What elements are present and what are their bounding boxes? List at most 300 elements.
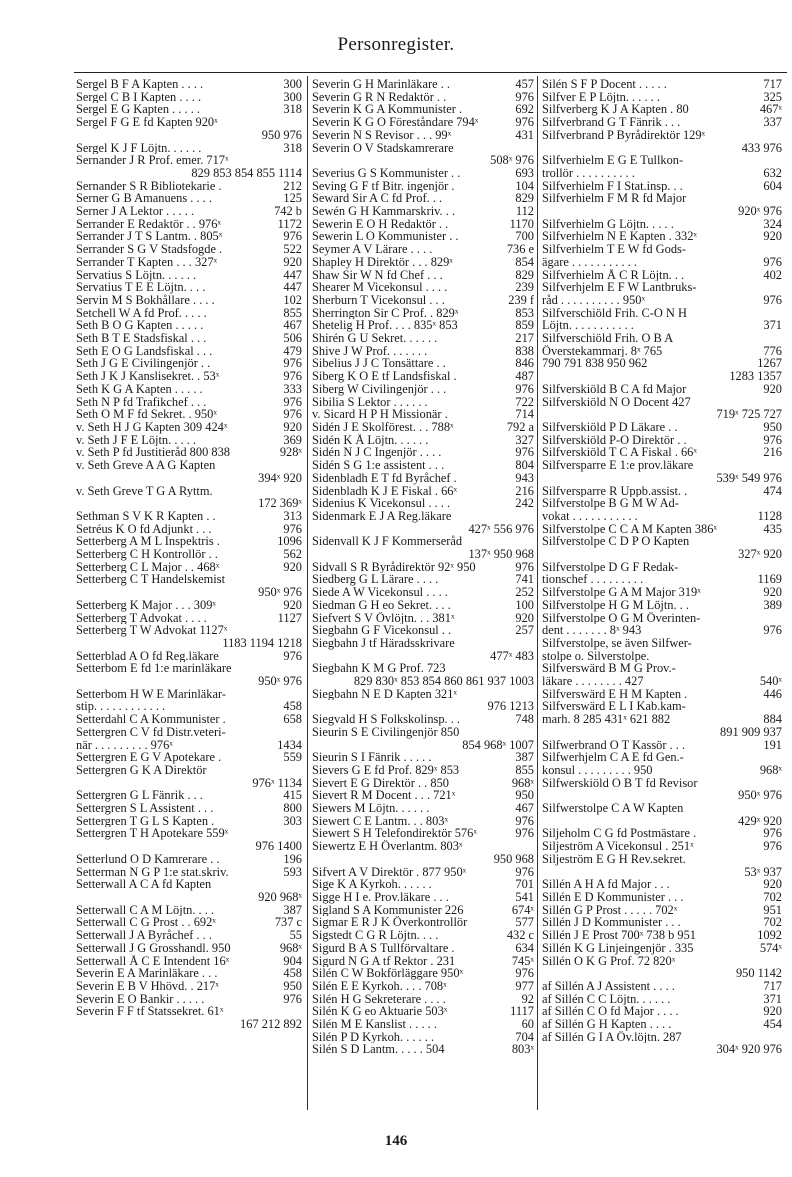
entry-continuation: 327ˣ 920 xyxy=(738,547,782,562)
entry-pages: 976 xyxy=(283,356,302,371)
entry-pages: 415 xyxy=(283,788,302,803)
register-entry xyxy=(76,764,302,777)
entry-text: Siberg K O E tf Landsfiskal . xyxy=(312,370,457,383)
entry-pages: 1172 xyxy=(277,216,302,231)
entry-pages: 976 xyxy=(283,991,302,1006)
entry-pages: 976 xyxy=(515,826,534,841)
entry-pages: 458 xyxy=(283,966,302,981)
entry-pages: 216 xyxy=(515,483,534,498)
register-entry xyxy=(76,916,302,929)
entry-text: Sherburn T Vicekonsul . . . xyxy=(312,293,445,307)
entry-text: Siegbahn G F Vicekonsul . . xyxy=(312,624,452,637)
entry-text: Settergren C V fd Distr.veteri- xyxy=(76,725,226,739)
entry-pages: 976 xyxy=(515,445,534,460)
entry-text: Silfversparre E 1:e prov.läkare xyxy=(542,459,694,472)
entry-text: Silén H G Sekreterare . . . . xyxy=(312,992,446,1006)
entry-continuation: 137ˣ 950 968 xyxy=(468,547,534,562)
register-entry xyxy=(542,294,782,307)
entry-continuation: 950 968 xyxy=(493,851,534,866)
entry-text: Sigurd B A S Tullförvaltare . xyxy=(312,941,455,955)
entry-pages: 976 xyxy=(283,369,302,384)
register-entry xyxy=(312,1005,534,1018)
entry-text: Silén C W Bokförläggare 950ˣ xyxy=(312,967,464,980)
entry-pages: 717 xyxy=(763,978,782,993)
entry-pages: 976 xyxy=(515,559,534,574)
entry-pages: 447 xyxy=(283,267,302,282)
register-entry xyxy=(312,396,534,409)
entry-text: Silfverbrand G T Fänrik . . . xyxy=(542,116,681,129)
entry-pages: 976 xyxy=(515,864,534,879)
entry-continuation: 950ˣ 976 xyxy=(258,585,302,600)
entry-continuation: 950ˣ 976 xyxy=(258,674,302,689)
entry-text: Silfverstolpe C C A M Kapten 386ˣ xyxy=(542,522,717,536)
entry-pages: 701 xyxy=(515,877,534,892)
entry-text: Setterberg A M L Inspektris . xyxy=(76,535,220,549)
entry-pages: 853 xyxy=(515,305,534,320)
entry-text: Setterbom H W E Marinläkar- xyxy=(76,687,227,701)
entry-pages: 389 xyxy=(763,597,782,612)
entry-text: Silfverskiöld N O Docent 427 xyxy=(542,395,691,409)
entry-text: Silfverstolpe H G M Löjtn. . . xyxy=(542,598,689,612)
entry-continuation: 429ˣ 920 xyxy=(738,813,782,828)
entry-pages: 976 xyxy=(515,966,534,981)
register-entry xyxy=(76,751,302,764)
entry-pages: 976 xyxy=(515,813,534,828)
entry-text: Setterberg C H Kontrollör . . xyxy=(76,548,218,561)
entry-text: Sidenvall K J F Kommerseråd xyxy=(312,535,463,549)
register-entry xyxy=(312,713,534,726)
entry-pages: 976 xyxy=(515,115,534,130)
register-entry xyxy=(76,116,302,129)
entry-text: v. Seth Greve T G A Ryttm. xyxy=(76,484,213,498)
register-entry xyxy=(542,650,782,663)
register-entry xyxy=(542,599,782,612)
entry-text: Shirén G U Sekret. . . . . . xyxy=(312,332,438,345)
entry-pages: 968ˣ xyxy=(279,940,302,955)
register-entry xyxy=(76,612,302,625)
entry-text: Setterwall Å C E Intendent 16ˣ xyxy=(76,954,230,968)
entry-pages: 371 xyxy=(763,318,782,333)
entry-pages: 700 xyxy=(515,229,534,244)
entry-text: Setterwall C A M Löjtn. . . . xyxy=(76,903,215,917)
entry-pages: 446 xyxy=(763,686,782,701)
entry-text: Sewén G H Kammarskriv. . . xyxy=(312,205,456,218)
register-entry xyxy=(312,319,534,332)
entry-text: Silfverhjelm E F W Lantbruks- xyxy=(542,281,697,294)
entry-pages: 1117 xyxy=(510,1004,534,1019)
entry-text: Silfverswärd B M G Prov.- xyxy=(542,662,676,676)
entry-text: Silfversparre R Uppb.assist. . xyxy=(542,484,688,498)
register-entry xyxy=(312,573,534,586)
register-entry xyxy=(542,688,782,701)
register-entry xyxy=(312,129,534,142)
entry-pages: 92 xyxy=(521,991,534,1006)
entry-text: Setterman N G P 1:e stat.skriv. xyxy=(76,865,229,879)
register-entry xyxy=(312,1031,534,1044)
entry-text: v. Seth H J G Kapten 309 424ˣ xyxy=(76,420,228,434)
register-entry xyxy=(542,446,782,459)
register-entry xyxy=(542,878,782,891)
register-entry xyxy=(542,218,782,231)
entry-pages: 387 xyxy=(283,902,302,917)
entry-text: Seth B O G Kapten . . . . . xyxy=(76,319,204,333)
entry-text: marh. 8 285 431ˣ 621 882 xyxy=(542,713,671,726)
register-entry xyxy=(542,154,782,167)
entry-text: Silfverstolpe D G F Redak- xyxy=(542,560,679,574)
register-entry xyxy=(312,472,534,485)
entry-pages: 920 xyxy=(515,610,534,625)
entry-text: Silfverskiöld P D Läkare . . xyxy=(542,420,678,434)
entry-text: Silfverhielm E G E Tullkon- xyxy=(542,154,684,167)
register-entry xyxy=(312,332,534,345)
entry-text: Settergren G K A Direktör xyxy=(76,763,207,777)
register-entry xyxy=(542,637,782,650)
register-entry xyxy=(542,980,782,993)
entry-pages: 742 b xyxy=(274,204,302,219)
register-entry xyxy=(542,421,782,434)
entry-text: Sillén G P Prost . . . . . 702ˣ xyxy=(542,903,678,917)
register-entry xyxy=(542,993,782,1006)
entry-text: Seving G F tf Bitr. ingenjör . xyxy=(312,179,455,193)
entry-pages: 522 xyxy=(283,242,302,257)
entry-text: Seth J G E Civilingenjör . . xyxy=(76,357,211,371)
entry-text: Sherrington Sir C Prof. . 829ˣ xyxy=(312,306,459,320)
entry-text: Silfverhielm N E Kapten . 332ˣ xyxy=(542,230,697,244)
register-entry xyxy=(76,548,302,561)
register-column-3 xyxy=(542,78,782,1098)
entry-pages: 318 xyxy=(283,102,302,117)
entry-pages: 976 xyxy=(763,623,782,638)
entry-pages: 741 xyxy=(515,572,534,587)
entry-pages: 333 xyxy=(283,381,302,396)
entry-pages: 776 xyxy=(763,343,782,358)
entry-text: läkare . . . . . . . . 427 xyxy=(542,675,644,688)
entry-pages: 829 xyxy=(515,267,534,282)
register-entry xyxy=(76,955,302,968)
register-entry xyxy=(542,485,782,498)
register-entry xyxy=(76,599,302,612)
entry-continuation: 1183 1194 1218 xyxy=(222,635,302,650)
register-entry xyxy=(312,955,534,968)
register-entry xyxy=(542,802,782,815)
register-entry xyxy=(312,180,534,193)
register-entry xyxy=(542,586,782,599)
entry-text: Siewert S H Telefondirektör 576ˣ xyxy=(312,827,477,841)
register-entry xyxy=(76,243,302,256)
entry-pages: 474 xyxy=(763,483,782,498)
entry-text: konsul . . . . . . . . . 950 xyxy=(542,763,653,777)
register-entry xyxy=(312,294,534,307)
entry-text: Sieurin S E Civilingenjör 850 xyxy=(312,725,460,739)
entry-text: Silfwerstolpe C A W Kapten xyxy=(542,802,684,815)
register-entry xyxy=(542,573,782,586)
entry-text: Settergren E G V Apotekare . xyxy=(76,751,222,764)
register-entry xyxy=(542,904,782,917)
entry-continuation: 1283 1357 xyxy=(729,369,782,384)
register-entry xyxy=(76,269,302,282)
register-entry xyxy=(312,345,534,358)
entry-text: vokat . . . . . . . . . . . xyxy=(542,509,638,523)
entry-text: Sillén J D Kommunister . . . xyxy=(542,916,681,930)
entry-text: Seth E O G Landsfiskal . . . xyxy=(76,344,213,358)
register-entry xyxy=(312,586,534,599)
entry-pages: 447 xyxy=(283,280,302,295)
entry-pages: 324 xyxy=(763,216,782,231)
register-entry xyxy=(312,916,534,929)
entry-text: Sidén J E Skolförest. . . 788ˣ xyxy=(312,420,454,434)
entry-text: Sergel E G Kapten . . . . . xyxy=(76,103,200,117)
entry-text: Siljeström A Vicekonsul . 251ˣ xyxy=(542,840,694,853)
entry-text: Silfverbrand P Byrådirektör 129ˣ xyxy=(542,128,706,142)
entry-text: Siljeholm C G fd Postmästare . xyxy=(542,827,697,841)
register-entry xyxy=(312,230,534,243)
entry-text: Serrander E Redaktör . . 976ˣ xyxy=(76,217,221,231)
entry-pages: 1128 xyxy=(757,508,782,523)
entry-pages: 976 xyxy=(283,648,302,663)
register-entry xyxy=(542,243,782,256)
register-entry xyxy=(312,624,534,637)
entry-pages: 950 xyxy=(283,978,302,993)
register-entry xyxy=(542,256,782,269)
entry-text: Setterwall J A Byråchef . . . xyxy=(76,929,212,942)
entry-text: af Sillén G I A Öv.löjtn. 287 xyxy=(542,1030,682,1044)
entry-continuation: 891 909 937 xyxy=(720,724,782,739)
register-entry xyxy=(542,497,782,510)
register-entry xyxy=(312,980,534,993)
entry-text: Sergel K J F Löjtn. . . . . . xyxy=(76,141,202,155)
register-entry xyxy=(76,307,302,320)
entry-pages: 432 c xyxy=(506,928,534,943)
entry-pages: 318 xyxy=(283,140,302,155)
register-entry xyxy=(542,167,782,180)
register-entry xyxy=(312,840,534,853)
register-entry xyxy=(312,485,534,498)
entry-text: Silfverhielm Å C R Löjtn. . . xyxy=(542,268,685,282)
entry-text: Sifvert A V Direktör . 877 950ˣ xyxy=(312,865,467,879)
entry-text: Sewerin L O Kommunister . . xyxy=(312,230,459,244)
entry-pages: 976 xyxy=(515,381,534,396)
entry-pages: 976 xyxy=(283,394,302,409)
register-entry xyxy=(76,218,302,231)
entry-text: Sillén J E Prost 700ˣ 738 b 951 xyxy=(542,929,696,942)
entry-pages: 634 xyxy=(515,940,534,955)
entry-pages: 196 xyxy=(283,851,302,866)
entry-text: Servatius S Löjtn. . . . . . xyxy=(76,268,197,282)
entry-pages: 846 xyxy=(515,356,534,371)
register-entry xyxy=(312,205,534,218)
entry-pages: 457 xyxy=(515,78,534,91)
entry-pages: 928ˣ xyxy=(279,445,302,460)
entry-text: Sievert E G Direktör . . 850 xyxy=(312,776,449,790)
entry-pages: 722 xyxy=(515,394,534,409)
register-entry xyxy=(312,446,534,459)
register-entry xyxy=(76,726,302,739)
entry-text: Severin E B V Hhövd. . 217ˣ xyxy=(76,979,219,993)
entry-text: Severin O V Stadskamrerare xyxy=(312,141,454,155)
entry-text: Sidvall S R Byrådirektör 92ˣ 950 xyxy=(312,560,476,574)
register-entry xyxy=(312,891,534,904)
entry-pages: 976 xyxy=(763,254,782,269)
entry-pages: 216 xyxy=(763,445,782,460)
register-entry xyxy=(76,383,302,396)
entry-pages: 300 xyxy=(283,78,302,91)
register-entry xyxy=(542,840,782,853)
entry-text: Sidenbladh K J E Fiskal . 66ˣ xyxy=(312,484,458,498)
entry-pages: 674ˣ xyxy=(511,902,534,917)
entry-pages: 920 xyxy=(283,597,302,612)
entry-text: 790 791 838 950 962 xyxy=(542,357,648,371)
entry-pages: 855 xyxy=(515,762,534,777)
page-number: 146 xyxy=(384,1133,408,1149)
column-divider-2 xyxy=(537,76,538,1110)
entry-continuation: 829 830ˣ 853 854 860 861 937 1003 xyxy=(353,674,534,689)
entry-text: Siewert C E Lantm. . . 803ˣ xyxy=(312,814,449,828)
entry-text: Setterlund O D Kamrerare . . xyxy=(76,852,220,866)
entry-continuation: 167 212 892 xyxy=(240,1017,302,1032)
register-entry xyxy=(542,916,782,929)
register-entry xyxy=(542,624,782,637)
register-entry xyxy=(312,751,534,764)
entry-text: Silfverschiöld Frih. C-O N H xyxy=(542,306,687,320)
entry-pages: 325 xyxy=(763,89,782,104)
entry-pages: 704 xyxy=(515,1029,534,1044)
register-entry xyxy=(312,764,534,777)
entry-pages: 125 xyxy=(283,191,302,206)
entry-pages: 327 xyxy=(515,432,534,447)
entry-pages: 541 xyxy=(515,890,534,904)
entry-pages: 1169 xyxy=(757,572,782,587)
entry-pages: 736 e xyxy=(506,242,534,257)
entry-pages: 920 xyxy=(283,559,302,574)
entry-pages: 838 xyxy=(515,343,534,358)
register-entry xyxy=(312,967,534,980)
entry-text: Setréus K O fd Adjunkt . . . xyxy=(76,522,212,536)
entry-text: af Sillén C O fd Major . . . . xyxy=(542,1005,679,1019)
entry-continuation: 477ˣ 483 xyxy=(490,648,534,663)
register-entry xyxy=(312,383,534,396)
register-entry xyxy=(542,523,782,536)
entry-text: Severin K G A Kommunister . xyxy=(312,103,463,117)
entry-text: Sidenius K Vicekonsul . . . . xyxy=(312,497,451,510)
register-entry xyxy=(312,103,534,116)
entry-pages: 300 xyxy=(283,89,302,104)
entry-text: Silén M E Kanslist . . . . . xyxy=(312,1018,437,1031)
register-entry xyxy=(76,929,302,942)
register-entry xyxy=(312,866,534,879)
entry-text: Sibilia S Lektor . . . . . . xyxy=(312,395,428,409)
entry-text: Setterberg C L Major . . 468ˣ xyxy=(76,560,220,574)
entry-pages: 976 xyxy=(763,826,782,841)
entry-text: v. Seth Greve A A G Kapten xyxy=(76,459,216,472)
entry-text: Siewers M Löjtn. . . . . . xyxy=(312,802,430,815)
entry-pages: 692 xyxy=(515,102,534,117)
entry-text: Setterblad A O fd Reg.läkare xyxy=(76,649,219,663)
entry-text: Sigstedt C G R Löjtn. . . . xyxy=(312,929,439,942)
entry-pages: 212 xyxy=(283,178,302,193)
entry-text: Silfverskiöld B C A fd Major xyxy=(542,382,687,396)
entry-continuation: 172 369ˣ xyxy=(258,496,302,511)
entry-text: Setterberg T W Advokat 1127ˣ xyxy=(76,624,228,637)
entry-text: v. Seth P fd Justitieråd 800 838 xyxy=(76,446,230,460)
entry-text: Servatius T E E Löjtn. . . . xyxy=(76,281,206,294)
entry-pages: 855 xyxy=(283,305,302,320)
entry-text: Sigmar E R J K Överkontrollör xyxy=(312,916,468,930)
register-entry xyxy=(542,383,782,396)
entry-text: Sernander J R Prof. emer. 717ˣ xyxy=(76,154,229,167)
entry-pages: 920 xyxy=(763,381,782,396)
register-entry xyxy=(312,789,534,802)
register-entry xyxy=(76,332,302,345)
entry-text: Silfverhielm T E W fd Gods- xyxy=(542,243,686,256)
register-entry xyxy=(542,91,782,104)
entry-text: Siegbahn N E D Kapten 321ˣ xyxy=(312,687,458,701)
entry-text: Silfverstolpe, se även Silfwer- xyxy=(542,636,692,650)
entry-pages: 702 xyxy=(763,915,782,930)
register-entry xyxy=(312,256,534,269)
entry-pages: 859 xyxy=(515,318,534,333)
entry-text: stolpe o. Silverstolpe. xyxy=(542,649,650,663)
register-entry xyxy=(312,561,534,574)
entry-text: af Sillén C C Löjtn. . . . . . xyxy=(542,992,671,1006)
entry-text: Sigurd N G A tf Rektor . 231 xyxy=(312,954,456,968)
entry-pages: 337 xyxy=(763,115,782,130)
entry-text: Settergren T H Apotekare 559ˣ xyxy=(76,827,229,841)
entry-text: Silfverstolpe G A M Major 319ˣ xyxy=(542,586,701,599)
register-entry xyxy=(542,612,782,625)
register-entry xyxy=(76,446,302,459)
entry-text: Siegbahn K M G Prof. 723 xyxy=(312,662,446,676)
entry-text: Serrander J T S Lantm. . 805ˣ xyxy=(76,230,223,244)
entry-text: Seth K G A Kapten . . . . . xyxy=(76,382,203,396)
entry-text: Sillén O K G Prof. 72 820ˣ xyxy=(542,954,676,968)
entry-continuation: 950ˣ 976 xyxy=(738,788,782,803)
entry-text: Silfwerbrand O T Kassör . . . xyxy=(542,738,686,752)
entry-text: Severin N S Revisor . . . 99ˣ xyxy=(312,128,452,142)
entry-text: Sillén K G Linjeingenjör . 335 xyxy=(542,941,694,955)
entry-pages: 562 xyxy=(283,547,302,562)
register-entry xyxy=(312,307,534,320)
entry-text: Sieurin S I Fänrik . . . . . xyxy=(312,751,432,764)
entry-pages: 313 xyxy=(283,508,302,523)
register-entry xyxy=(76,789,302,802)
entry-text: Siedberg G L Lärare . . . . xyxy=(312,573,439,587)
entry-continuation: 394ˣ 920 xyxy=(258,470,302,485)
register-entry xyxy=(76,256,302,269)
entry-pages: 976 xyxy=(763,432,782,447)
column-divider-1 xyxy=(307,76,308,1110)
register-entry xyxy=(312,777,534,790)
entry-text: Sidén K Å Löjtn. . . . . . xyxy=(312,433,429,447)
entry-text: Seymer A V Lärare . . . . xyxy=(312,243,433,256)
entry-text: Silfverswärd E L I Kab.kam- xyxy=(542,700,686,714)
entry-text: Silfverberg K J A Kapten . 80 xyxy=(542,103,689,117)
entry-text: Setterberg K Major . . . 309ˣ xyxy=(76,598,216,612)
entry-text: Shearer M Vicekonsul . . . . xyxy=(312,281,448,294)
entry-text: Silfverhielm G Löjtn. . . . . xyxy=(542,217,674,231)
register-entry xyxy=(312,357,534,370)
register-entry xyxy=(76,700,302,713)
register-entry xyxy=(76,345,302,358)
entry-text: Servin M S Bokhållare . . . . xyxy=(76,293,215,307)
register-entry xyxy=(312,192,534,205)
register-entry xyxy=(76,357,302,370)
entry-continuation: 539ˣ 549 976 xyxy=(716,470,782,485)
entry-text: Severin F F tf Statssekret. 61ˣ xyxy=(76,1005,224,1019)
register-entry xyxy=(76,205,302,218)
register-entry xyxy=(542,510,782,523)
register-entry xyxy=(542,1005,782,1018)
entry-pages: 487 xyxy=(515,369,534,384)
